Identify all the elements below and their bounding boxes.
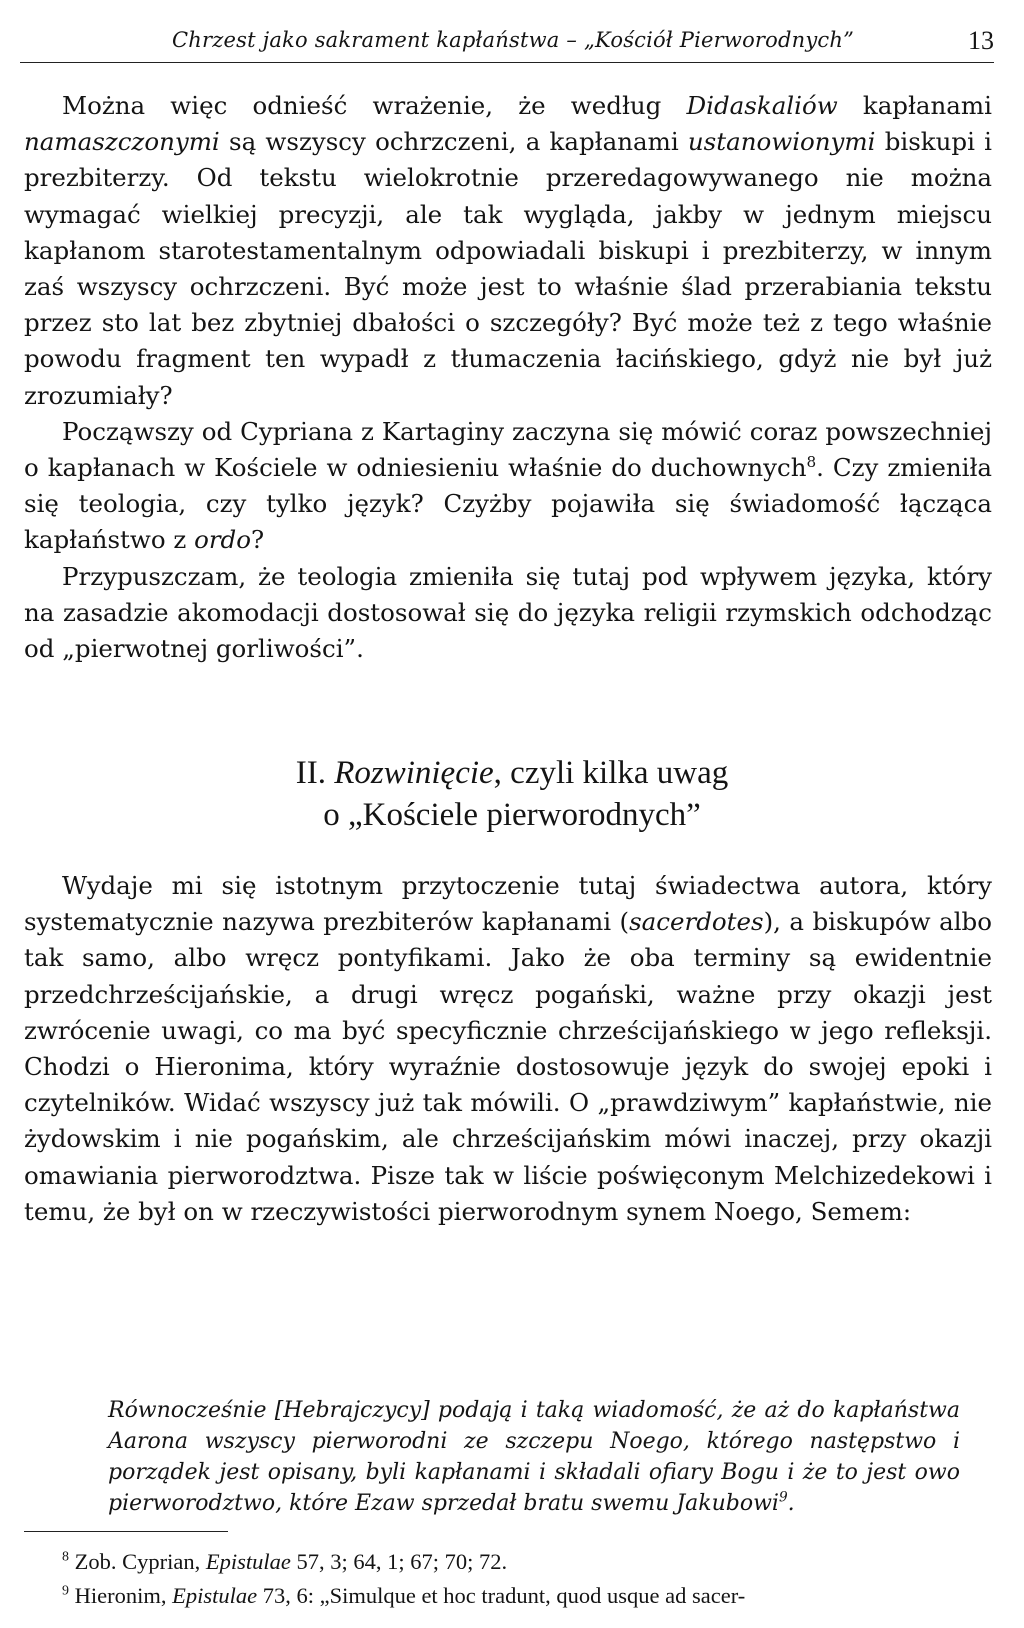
- text-run: Można więc odnieść wrażenie, że według: [62, 91, 687, 120]
- footnote-ref-8[interactable]: 8: [806, 452, 817, 471]
- paragraph-didaskalia: [24, 88, 992, 414]
- footnote-8: [62, 1545, 1002, 1579]
- footnote-text: 57, 3; 64, 1; 67; 70; 72.: [290, 1549, 508, 1574]
- running-title: Chrzest jako sakrament kapłaństwa – „Kościół Pierworodnych”: [172, 28, 855, 52]
- footnote-italic: Epistulae: [172, 1583, 258, 1608]
- paragraph-przypuszczam: Przypuszczam, że teologia zmieniła się tutaj pod wpływem języka, który na zasadzie akomodacji dostosował się do języka religii rzymskich odchodząc od „pierwotnej gorliwości”.: [24, 561, 992, 664]
- text-run: ), a biskupów albo tak samo, albo wręcz pontyfikami. Jako że oba terminy są ewidentnie przedchrześcijańskie, a drugi wręcz pogański, ważne przy okazji jest zwrócenie uwagi, co ma być specyficznie chrześcijańskiego w jego refleksji. Chodzi o Hieronima, który wyraźnie dostosowuje język do swojej epoki i czytelników. Widać wszyscy już tak mówili. O „prawdziwym” kapłaństwie, nie żydowskim i nie pogańskim, ale chrześcijańskim mówi inaczej, przy okazji omawiania pierworodztwa. Pisze tak w liście poświęconym Melchizedekowi i temu, że był on w rzeczywistości pierworodnym synem Noego, Semem:: [24, 907, 992, 1226]
- section-heading-line1: [0, 752, 1024, 794]
- text-run: są wszyscy ochrzczeni, a kapłanami: [219, 127, 688, 157]
- footnote-number: 8: [62, 1549, 69, 1565]
- footnote-text: 73, 6: „Simulque et hoc tradunt, quod usque ad sacer-: [257, 1583, 746, 1608]
- text-run: biskupi i prezbiterzy. Od tekstu wielokrotnie przeredagowywanego nie można wymagać wielkiej precyzji, ale tak wygląda, jakby w jednym miejscu kapłanom starotestamentalnym odpowiadali biskupi i prezbiterzy, w innym zaś wszyscy ochrzczeni. Być może jest to właśnie ślad przerabiania tekstu przez sto lat bez zbytniej dbałości o szczegóły? Być może też z tego właśnie powodu fragment ten wypadł z tłumaczenia łacińskiego, gdyż nie był już zrozumiały?: [24, 127, 992, 410]
- body-text-lower: [24, 868, 992, 1230]
- page-number: 13: [968, 26, 994, 55]
- footnote-italic: Epistulae: [205, 1549, 291, 1574]
- footnote-text: Zob. Cyprian,: [74, 1549, 206, 1574]
- header-rule: [20, 62, 994, 63]
- section-numeral: II.: [295, 755, 326, 791]
- section-heading-text: , czyli kilka uwag: [493, 755, 729, 791]
- footnote-text: Hieronim,: [74, 1583, 173, 1608]
- footnote-number: 9: [62, 1583, 69, 1599]
- text-run: ?: [251, 525, 265, 555]
- paragraph-cyprian: [24, 414, 992, 559]
- quote-end: .: [787, 1491, 795, 1516]
- section-italic-word: Rozwinięcie: [334, 755, 494, 791]
- text-run: Począwszy od Cypriana z Kartaginy zaczyna się mówić coraz powszechniej o kapłanach w Kościele w odniesieniu właśnie do duchownych: [24, 416, 992, 483]
- footnote-ref-9[interactable]: 9: [778, 1489, 788, 1506]
- section-heading: [0, 752, 1024, 836]
- body-text-upper: [24, 88, 992, 667]
- text-run: . Czy zmieniła się teologia, czy tylko język? Czyżby pojawiła się świadomość łącząca kapłaństwo z: [24, 453, 992, 555]
- quote-text: Równocześnie [Hebrajczycy] podają i taką wiadomość, że aż do kapłaństwa Aarona wszyscy pierworodni ze szczepu Noego, którego następstwo i porządek jest opisany, byli kapłanami i składali ofiary Bogu i że to jest owo pierworodztwo, które Ezaw sprzedał bratu swemu Jakubowi: [108, 1398, 960, 1516]
- running-header: [20, 26, 994, 60]
- text-run: kapłanami: [837, 91, 992, 120]
- italic-term: namaszczonymi: [24, 127, 220, 157]
- section-heading-line2: o „Kościele pierworodnych”: [323, 797, 701, 833]
- italic-term: ordo: [194, 525, 251, 555]
- footnote-9: [62, 1579, 1002, 1613]
- text-run: Wydaje mi się istotnym przytoczenie tutaj świadectwa autora, który systematycznie nazywa prezbiterów kapłanami (: [24, 871, 992, 937]
- block-quote: [108, 1395, 960, 1519]
- footnotes: [62, 1545, 1002, 1613]
- italic-term: sacerdotes: [629, 907, 764, 937]
- italic-term: Didaskaliów: [686, 91, 838, 120]
- footnote-rule: [24, 1531, 228, 1532]
- italic-term: ustanowionymi: [687, 127, 876, 157]
- paragraph-hieronim: [24, 868, 992, 1230]
